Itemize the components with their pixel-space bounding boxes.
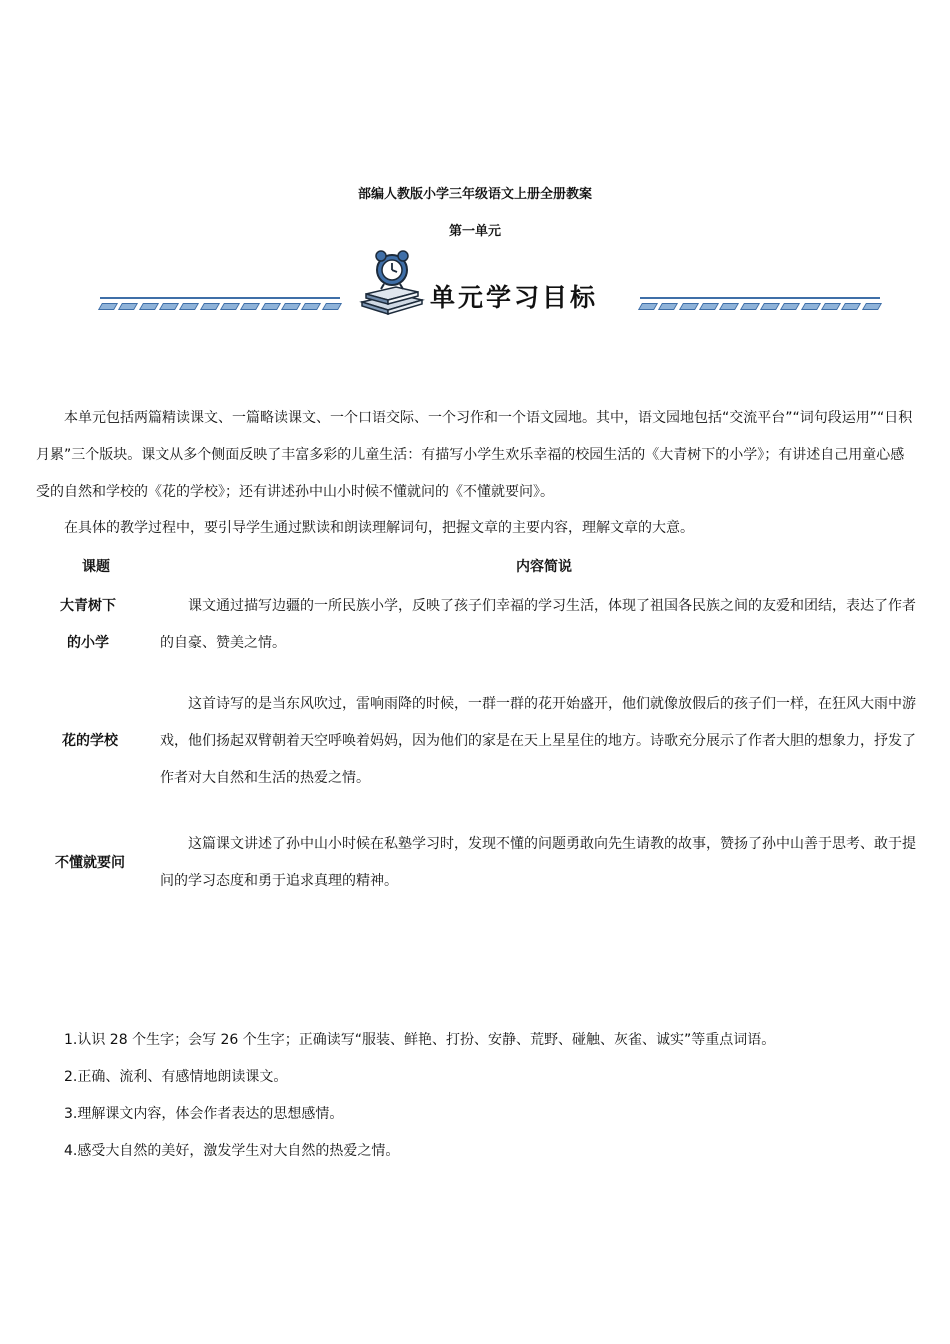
learning-goal-item: 3.理解课文内容，体会作者表达的思想感情。 — [64, 1106, 344, 1122]
banner-rail-right — [640, 297, 880, 309]
table-row-topic — [38, 588, 138, 662]
learning-goal-item: 4.感受大自然的美好，激发学生对大自然的热爱之情。 — [64, 1143, 400, 1159]
unit-title: 第一单元 — [448, 224, 501, 239]
topic-text: 大青树下的小学 — [60, 598, 116, 651]
table-header-summary: 内容简说 — [516, 559, 572, 575]
alarm-clock-on-books-icon — [356, 250, 426, 316]
table-row-topic: 花的学校 — [62, 733, 118, 749]
learning-goal-item: 1.认识 28 个生字；会写 26 个生字；正确读写“服装、鲜艳、打扮、安静、荒野、碰触、灰雀、诚实”等重点词语。 — [64, 1032, 776, 1048]
table-row-topic: 不懂就要问 — [55, 855, 125, 871]
banner-heading: 单元学习目标 — [430, 283, 599, 312]
table-header-topic: 课题 — [82, 559, 110, 575]
unit-goals-banner — [100, 250, 880, 320]
intro-paragraph: 本单元包括两篇精读课文、一篇略读课文、一个口语交际、一个习作和一个语文园地。其中，语文园地包括“交流平台”“词句段运用”“日积月累”三个版块。课文从多个侧面反映了丰富多彩的儿童生活：有描写小学生欢乐幸福的校园生活的《大青树下的小学》；有讲述自己用童心感受的自然和学校的《花的学校》；还有讲述孙中山小时候不懂就问的《不懂就要问》。 — [36, 410, 913, 500]
table-row-summary: 课文通过描写边疆的一所民族小学，反映了孩子们幸福的学习生活，体现了祖国各民族之间的友爱和团结，表达了作者的自豪、赞美之情。 — [160, 598, 916, 651]
document-title: 部编人教版小学三年级语文上册全册教案 — [357, 187, 592, 202]
table-row-summary: 这篇课文讲述了孙中山小时候在私塾学习时，发现不懂的问题勇敢向先生请教的故事，赞扬了孙中山善于思考、敢于提问的学习态度和勇于追求真理的精神。 — [160, 836, 916, 889]
teaching-guidance-paragraph: 在具体的教学过程中，要引导学生通过默读和朗读理解词句，把握文章的主要内容，理解文章的大意。 — [64, 520, 694, 536]
banner-rail-left — [100, 297, 340, 309]
learning-goal-item: 2.正确、流利、有感情地朗读课文。 — [64, 1069, 288, 1085]
table-row-summary: 这首诗写的是当东风吹过，雷响雨降的时候，一群一群的花开始盛开，他们就像放假后的孩子们一样，在狂风大雨中游戏，他们扬起双臂朝着天空呼唤着妈妈，因为他们的家是在天上星星住的地方。诗歌充分展示了作者大胆的想象力，抒发了作者对大自然和生活的热爱之情。 — [160, 696, 916, 786]
